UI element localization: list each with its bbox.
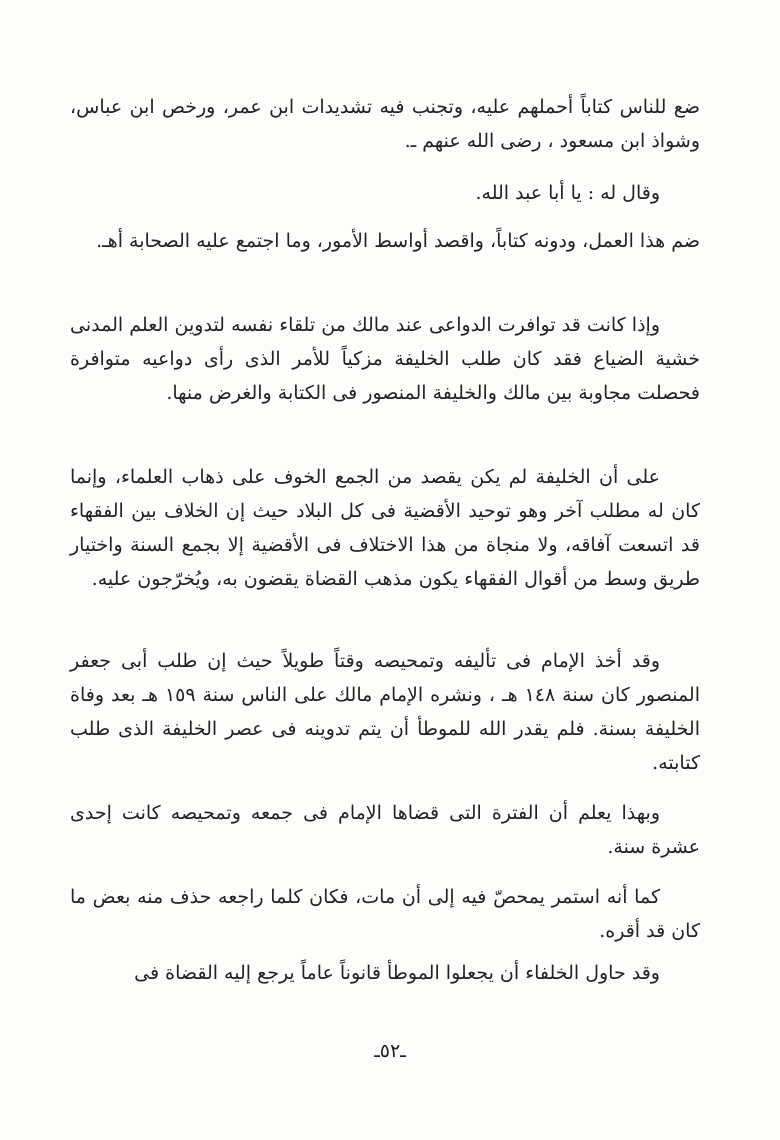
- page-number: ـ٥٢ـ: [374, 1040, 406, 1062]
- paragraph-3: [70, 224, 700, 258]
- paragraph-4-text: وإذا كانت قد توافرت الدواعى عند مالك من تلقاء نفسه لتدوين العلم المدنى خشية الضياع فقد كان طلب الخليفة مزكياً للأمر الذى رأى دواعيه متوافرة فحصلت مجاوبة بين مالك والخليفة المنصور فى الكتابة والغرض منها.: [70, 314, 700, 404]
- paragraph-4: [70, 308, 700, 410]
- paragraph-2-text: وقال له : يا أبا عبد الله.: [475, 182, 660, 204]
- paragraph-5-text: على أن الخليفة لم يكن يقصد من الجمع الخوف على ذهاب العلماء، وإنما كان له مطلب آخر وهو توحيد الأقضية فى كل البلاد حيث إن الخلاف بين الفقهاء قد اتسعت آفاقه، ولا منجاة من هذا الاختلاف فى الأقضية إلا بجمع السنة واختيار طريق وسط من أقوال الفقهاء يكون مذهب القضاة يقضون به، ويُخرّجون عليه.: [70, 466, 700, 590]
- paragraph-8: [70, 880, 700, 948]
- paragraph-9: [70, 956, 700, 990]
- paragraph-6-text: وقد أخذ الإمام فى تأليفه وتمحيصه وقتاً طويلاً حيث إن طلب أبى جعفر المنصور كان سنة ١٤٨ هـ ، ونشره الإمام مالك على الناس سنة ١٥٩ هـ بعد وفاة الخليفة بسنة. فلم يقدر الله للموطأ أن يتم تدوينه فى عصر الخليفة الذى طلب كتابته.: [70, 650, 700, 774]
- paragraph-3-text: ضم هذا العمل، ودونه كتاباً، واقصد أواسط الأمور، وما اجتمع عليه الصحابة أهـ.: [96, 230, 700, 252]
- paragraph-1-text: ضع للناس كتاباً أحملهم عليه، وتجنب فيه تشديدات ابن عمر، ورخص ابن عباس، وشواذ ابن مسعود ، رضى الله عنهم ـ.: [70, 96, 700, 152]
- paragraph-1: [70, 90, 700, 158]
- paragraph-7-text: وبهذا يعلم أن الفترة التى قضاها الإمام فى جمعه وتمحيصه كانت إحدى عشرة سنة.: [70, 802, 700, 858]
- paragraph-8-text: كما أنه استمر يمحصّ فيه إلى أن مات، فكان كلما راجعه حذف منه بعض ما كان قد أقره.: [70, 886, 700, 942]
- paragraph-2: [70, 176, 700, 210]
- paragraph-5: [70, 460, 700, 596]
- paragraph-7: [70, 796, 700, 864]
- paragraph-9-text: وقد حاول الخلفاء أن يجعلوا الموطأ قانوناً عاماً يرجع إليه القضاة فى: [134, 962, 660, 984]
- paragraph-6: [70, 644, 700, 780]
